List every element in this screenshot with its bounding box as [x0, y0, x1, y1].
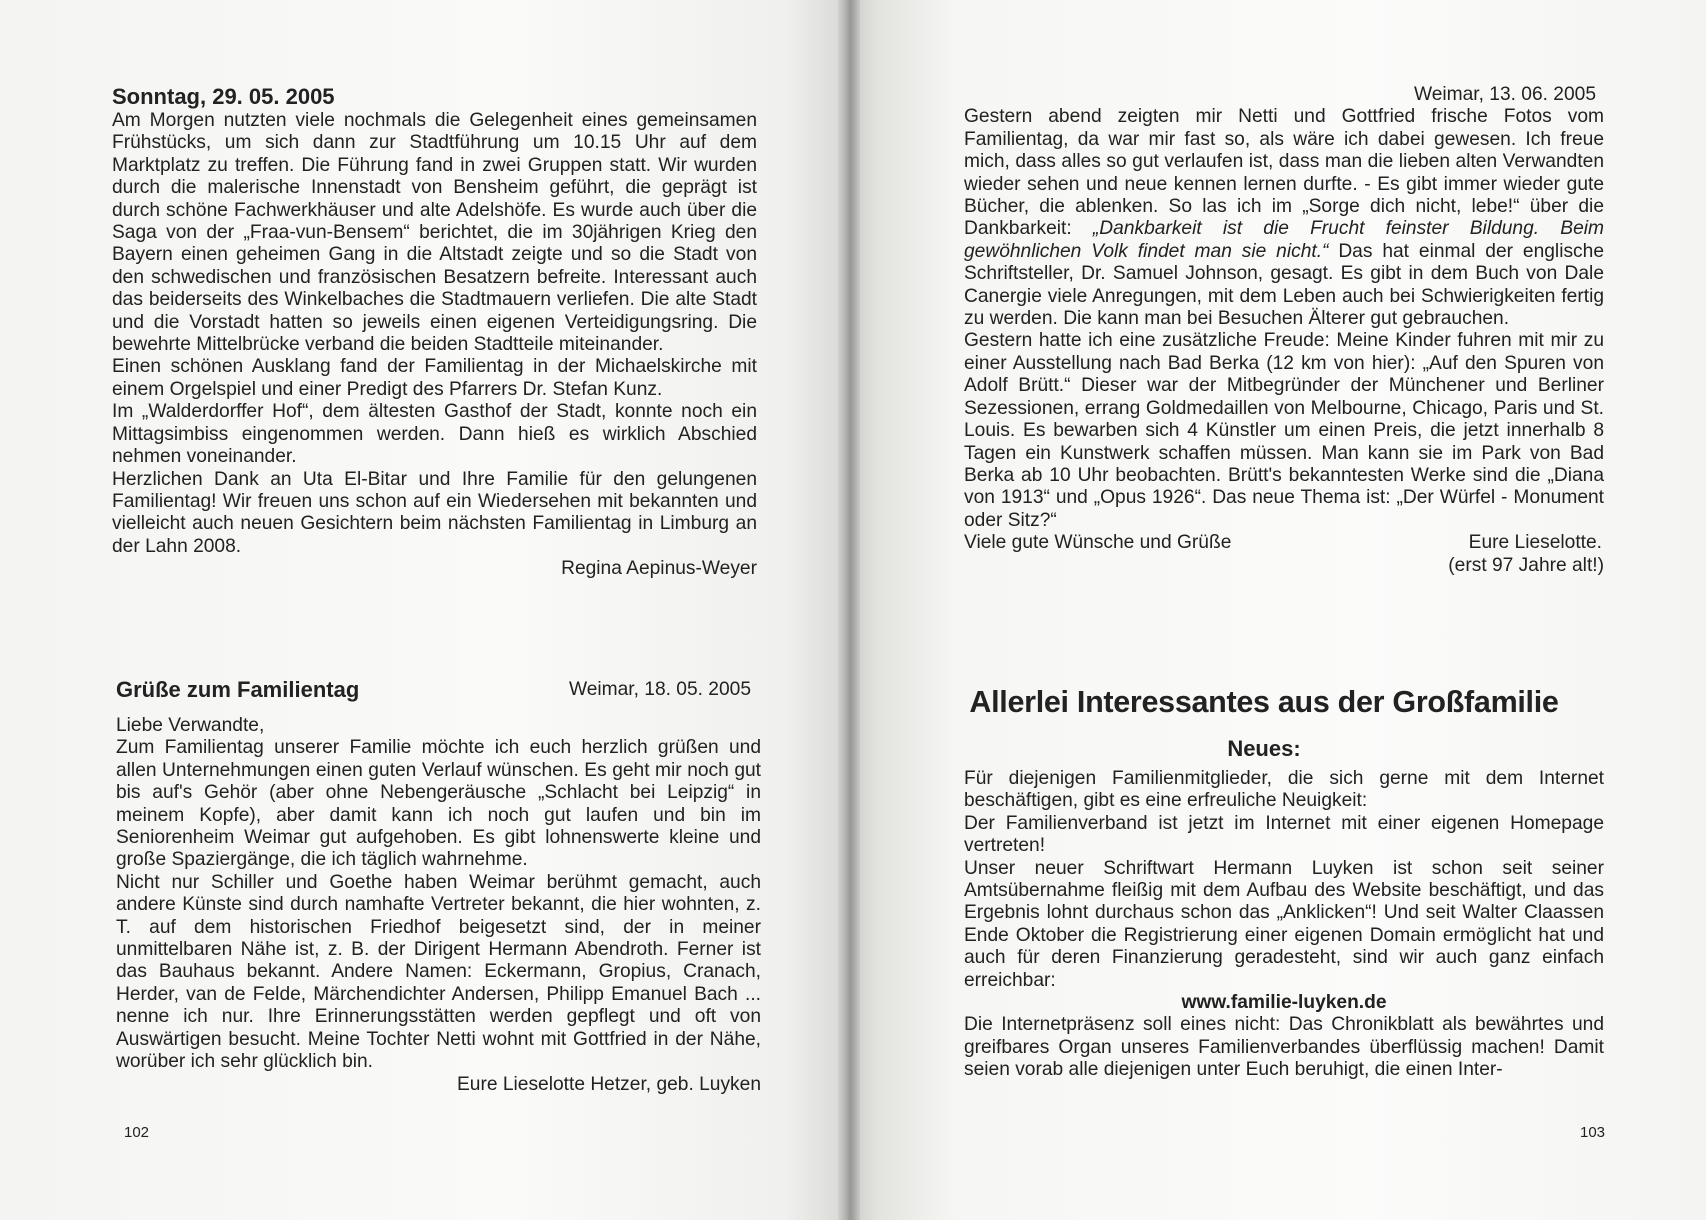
letter-signature-note: (erst 97 Jahre alt!)	[1448, 554, 1604, 576]
greetings-paragraph-2: Nicht nur Schiller und Goethe haben Weimar berühmt gemacht, auch andere Künste sind durch namhafte Vertreter bekannt, die hier wohnten, z. T. auf dem historischen Friedhof beigesetzt sind, der in meiner unmittelbaren Nähe ist, z. B. der Dirigent Hermann Abendroth. Ferner ist das Bauhaus bekannt. Andere Namen: Eckermann, Gropius, Cranach, Herder, van de Felde, Märchendichter Andersen, Philipp Emanuel Bach ... nenne ich nur. Ihre Erinnerungsstätten werden gepflegt und oft von Auswärtigen besucht. Meine Tochter Netti wohnt mit Gottfried in der Nähe, worüber ich sehr glücklich bin.	[116, 871, 761, 1073]
news-paragraph-1: Für diejenigen Familienmitglieder, die sich gerne mit dem Internet beschäftigen, gibt es eine erfreuliche Neuigkeit:	[964, 768, 1604, 812]
greetings-signature: Eure Lieselotte Hetzer, geb. Luyken	[457, 1073, 761, 1095]
letter-paragraph-1	[964, 106, 1604, 330]
greetings-letter	[116, 677, 761, 1096]
letter-closing: Viele gute Wünsche und Grüße	[964, 532, 1232, 554]
greetings-place-date: Weimar, 18. 05. 2005	[568, 679, 751, 700]
news-title: Allerlei Interessantes aus der Großfamilie	[969, 685, 1559, 719]
greetings-heading: Grüße zum Familientag	[116, 677, 360, 702]
news-paragraph-3: Unser neuer Schriftwart Hermann Luyken ist schon seit seiner Amtsübernahme fleißig mit dem Aufbau des Website beschäftigt, und das Ergebnis lohnt durchaus schon das „Anklicken“! Und seit Walter Claassen Ende Oktober die Registrierung einer eigenen Domain ermöglicht hat und auch für deren Finanzierung geradesteht, sind wir auch ganz einfach erreichbar:	[964, 857, 1604, 991]
news-paragraph-4: Die Internetpräsenz soll eines nicht: Das Chronikblatt als bewährtes und greifbares Organ unseres Familienverbandes überflüssig machen! Damit seien vorab alle diejenigen unter Euch beruhigt, die einen Inter-	[964, 1014, 1604, 1081]
letter-paragraph-1-end: Das hat einmal der englische Schriftsteller, Dr. Samuel Johnson, gesagt. Es gibt in dem Buch von Dale Canergie viele Anregungen, mit dem Leben auch bei Schwierigkeiten fertig zu werden. Die kann man bei Besuchen Älterer gut gebrauchen.	[964, 240, 1604, 330]
sunday-heading: Sonntag, 29. 05. 2005	[112, 84, 335, 109]
page-number-left: 102	[124, 1124, 150, 1141]
weimar-letter	[964, 84, 1604, 577]
right-page	[860, 0, 1706, 1220]
sunday-report	[112, 84, 757, 581]
news-section	[964, 768, 1604, 1082]
johnson-quote: „Dankbarkeit ist die Frucht feinster Bildung. Beim gewöhnlichen Volk findet man sie nicht.“	[964, 218, 1605, 262]
sunday-paragraph-2: Einen schönen Ausklang fand der Familientag in der Michaelskirche mit einem Orgelspiel und einer Predigt des Pfarrers Dr. Stefan Kunz.	[112, 356, 757, 400]
sunday-paragraph-3: Im „Walderdorffer Hof“, dem ältesten Gasthof der Stadt, konnte noch ein Mittagsimbiss eingenommen werden. Dann hieß es wirklich Abschied nehmen voneinander.	[112, 401, 757, 468]
greetings-paragraph-1: Zum Familientag unserer Familie möchte ich euch herzlich grüßen und allen Unternehmungen einen guten Verlauf wünschen. Es geht mir noch gut bis auf's Gehör (aber ohne Nebengeräusche „Schlacht bei Leipzig“ in meinem Kopfe), aber damit kann ich noch gut laufen und bin im Seniorenheim Weimar gut aufgehoben. Es gibt lohnenswerte kleine und große Spaziergänge, die ich täglich wahrnehme.	[116, 737, 761, 871]
news-subtitle: Neues:	[1227, 736, 1301, 761]
sunday-signature: Regina Aepinus-Weyer	[561, 558, 757, 580]
greetings-salutation: Liebe Verwandte,	[116, 715, 265, 736]
page-number-right: 103	[1580, 1124, 1606, 1141]
greetings-header	[116, 677, 761, 703]
news-paragraph-2: Der Familienverband ist jetzt im Internet mit einer eigenen Homepage vertreten!	[964, 812, 1604, 857]
sunday-paragraph-4: Herzlichen Dank an Uta El-Bitar und Ihre Familie für den gelungenen Familientag! Wir freuen uns schon auf ein Wiedersehen mit bekannten und vielleicht auch neuen Gesichtern beim nächsten Familientag in Limburg an der Lahn 2008.	[112, 468, 757, 557]
letter-signature: Eure Lieselotte.	[1468, 532, 1602, 554]
family-website-url: www.familie-luyken.de	[1181, 992, 1387, 1014]
sunday-paragraph-1: Am Morgen nutzten viele nochmals die Gelegenheit eines gemeinsamen Frühstücks, um sich dann zur Stadtführung um 10.15 Uhr auf dem Marktplatz zu treffen. Die Führung fand in zwei Gruppen statt. Wir wurden durch die malerische Innenstadt von Bensheim geführt, die geprägt ist durch schöne Fachwerkhäuser und alte Adelshöfe. Es wurde auch über die Saga von der „Fraa-vun-Bensem“ berichtet, die im 30jährigen Krieg den Bayern einen geheimen Gang in die Altstadt zeigte und so die Stadt von den schwedischen und französischen Besatzern befreite. Interessant auch das beiderseits des Winkelbaches die Stadtmauern verliefen. Die alte Stadt und die Vorstadt hatten so jeweils einen eigenen Verteidigungsring. Die bewehrte Mittelbrücke verband die beiden Stadtteile miteinander.	[112, 110, 757, 356]
letter-paragraph-1-start: Gestern abend zeigten mir Netti und Gottfried frische Fotos vom Familientag, da war mir fast so, als wäre ich dabei gewesen. Ich freue mich, dass alles so gut verlaufen ist, dass man die lieben alten Verwandten wieder sehen und neue kennen lernen durfte. - Es gibt immer wieder gute Bücher, die ablenken. So las ich im „Sorge dich nicht, lebe!“ über die Dankbarkeit:	[964, 106, 1604, 240]
letter-closing-row	[964, 532, 1604, 554]
book-gutter	[838, 0, 860, 1220]
letter-paragraph-2: Gestern hatte ich eine zusätzliche Freude: Meine Kinder fuhren mit mir zu einer Ausstellung nach Bad Berka (12 km von hier): „Auf den Spuren von Adolf Brütt.“ Dieser war der Mitbegründer der Münchener und Berliner Sezessionen, errang Goldmedaillen von Melbourne, Chicago, Paris und St. Louis. Es bewarben sich 4 Künstler um einen Preis, die jetzt innerhalb 8 Tagen ein Kunstwerk schaffen müssen. Man kann sie im Park von Bad Berka ab 10 Uhr beobachten. Brütt's bekanntesten Werke sind die „Diana von 1913“ und „Opus 1926“. Das neue Thema ist: „Der Würfel - Monument oder Sitz?“	[964, 330, 1604, 531]
left-page	[0, 0, 845, 1220]
letter-place-date: Weimar, 13. 06. 2005	[1413, 84, 1596, 105]
